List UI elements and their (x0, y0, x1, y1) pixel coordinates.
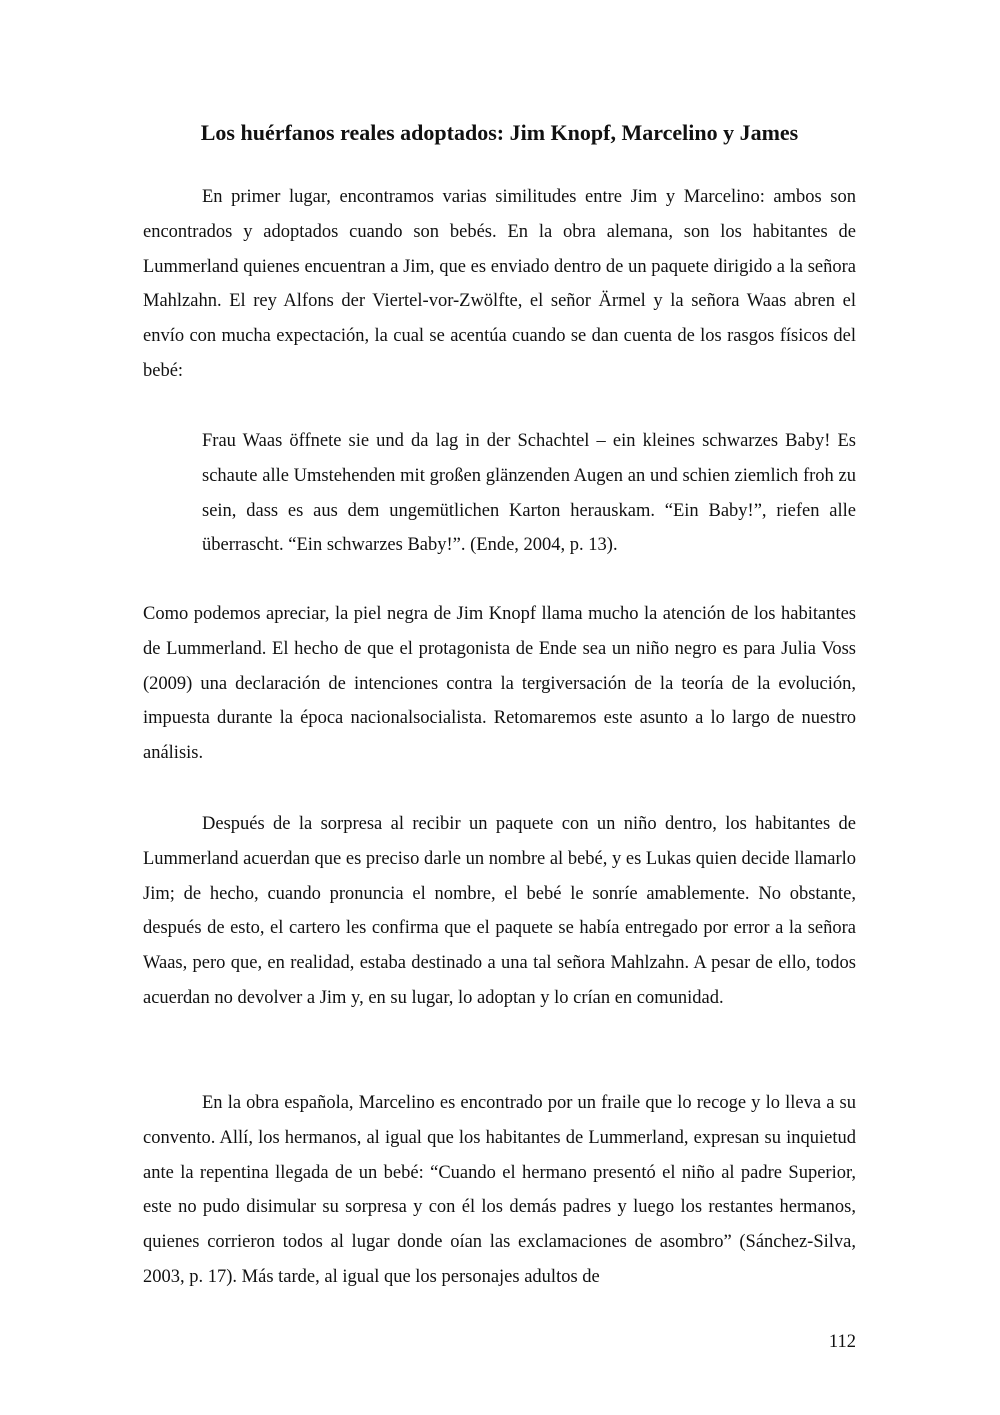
paragraph-naming: Después de la sorpresa al recibir un paquete con un niño dentro, los habitantes de Lummerland acuerdan que es preciso darle un nombre al bebé, y es Lukas quien decide llamarlo Jim; de hecho, cuando pronuncia el nombre, el bebé le sonríe amablemente. No obstante, después de esto, el cartero les confirma que el paquete se había entregado por error a la señora Waas, pero que, en realidad, estaba destinado a una tal señora Mahlzahn. A pesar de ello, todos acuerdan no devolver a Jim y, en su lugar, lo adoptan y lo crían en comunidad. (143, 814, 856, 1008)
paragraph-marcelino: En la obra española, Marcelino es encontrado por un fraile que lo recoge y lo lleva a su convento. Allí, los hermanos, al igual que los habitantes de Lummerland, expresan su inquietud ante la repentina llegada de un bebé: “Cuando el hermano presentó el niño al padre Superior, este no pudo disimular su sorpresa y con él los demás padres y luego los restantes hermanos, quienes corrieron todos al lugar donde oían las exclamaciones de asombro” (Sánchez-Silva, 2003, p. 17). Más tarde, al igual que los personajes adultos de (143, 1093, 856, 1287)
paragraph-intro: En primer lugar, encontramos varias similitudes entre Jim y Marcelino: ambos son encontrados y adoptados cuando son bebés. En la obra alemana, son los habitantes de Lummerland quienes encuentran a Jim, que es enviado dentro de un paquete dirigido a la señora Mahlzahn. El rey Alfons der Viertel-vor-Zwölfte, el señor Ärmel y la señora Waas abren el envío con mucha expectación, la cual se acentúa cuando se dan cuenta de los rasgos físicos del bebé: (143, 187, 856, 381)
paragraph-commentary: Como podemos apreciar, la piel negra de Jim Knopf llama mucho la atención de los habitantes de Lummerland. El hecho de que el protagonista de Ende sea un niño negro es para Julia Voss (2009) una declaración de intenciones contra la tergiversación de la teoría de la evolución, impuesta durante la época nacionalsocialista. Retomaremos este asunto a lo largo de nuestro análisis. (143, 604, 856, 764)
block-quote: Frau Waas öffnete sie und da lag in der Schachtel – ein kleines schwarzes Baby! Es schaute alle Umstehenden mit großen glänzenden Augen an und schien ziemlich froh zu sein, dass es aus dem ungemütlichen Karton herauskam. “Ein Baby!”, riefen alle überrascht. “Ein schwarzes Baby!”. (Ende, 2004, p. 13). (202, 431, 856, 556)
section-heading: Los huérfanos reales adoptados: Jim Knopf, Marcelino y James (200, 120, 799, 145)
page-number: 112 (828, 1332, 856, 1352)
